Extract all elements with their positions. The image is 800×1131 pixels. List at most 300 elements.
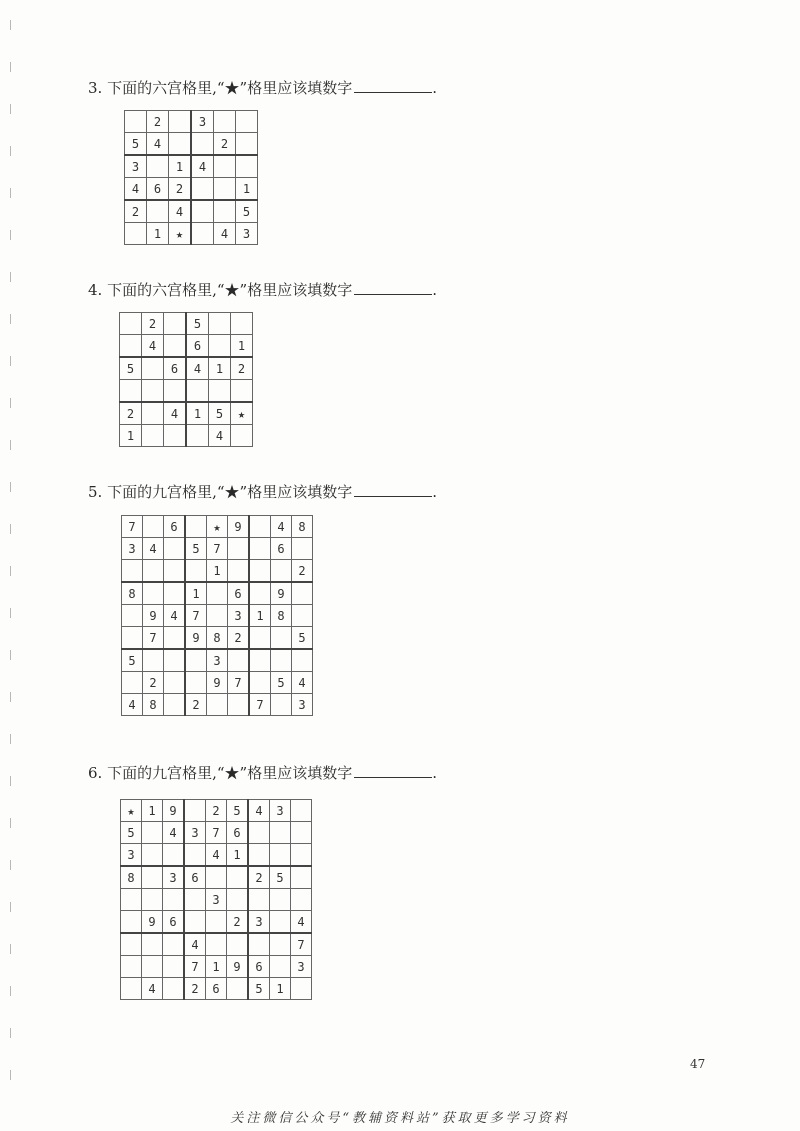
grid-cell: 2: [147, 111, 169, 133]
grid-cell: 5: [227, 800, 249, 822]
question-number: 3.: [88, 79, 103, 97]
grid-cell: [236, 111, 258, 133]
binding-tick: [10, 986, 11, 996]
grid-cell: [248, 889, 270, 911]
question-4: [88, 280, 437, 299]
grid-cell: 6: [248, 956, 270, 978]
grid-cell: [164, 335, 187, 358]
grid-cell: [228, 560, 250, 583]
grid-cell: [143, 649, 164, 672]
question-number: 6.: [88, 764, 103, 782]
grid-cell: [214, 200, 236, 223]
grid-cell: [227, 889, 249, 911]
grid-cell: [142, 380, 164, 403]
grid-cell: [206, 933, 227, 956]
grid-cell: [292, 538, 313, 560]
grid-cell: 3: [163, 866, 185, 889]
grid-row: [120, 380, 253, 403]
grid-cell: [291, 822, 312, 844]
grid-cell: 5: [236, 200, 258, 223]
grid-cell: [143, 582, 164, 605]
grid-row: [125, 133, 258, 156]
grid-cell: [122, 627, 143, 650]
grid-cell: 9: [163, 800, 185, 822]
question-6: [88, 763, 437, 782]
grid-cell: [214, 111, 236, 133]
grid-row: [120, 402, 253, 425]
grid-cell: [164, 649, 186, 672]
grid-cell: 3: [270, 800, 291, 822]
grid-cell: [248, 822, 270, 844]
grid-cell: [185, 560, 207, 583]
grid-cell: [291, 889, 312, 911]
grid-cell: 1: [185, 582, 207, 605]
grid-cell: 3: [228, 605, 250, 627]
grid-cell: [228, 649, 250, 672]
grid-cell: [271, 560, 292, 583]
binding-tick: [10, 356, 11, 366]
grid-cell: [270, 844, 291, 867]
grid-cell: [292, 605, 313, 627]
grid-cell: [120, 313, 142, 335]
grid-cell: [185, 672, 207, 694]
grid-row: [120, 313, 253, 335]
grid-cell: [142, 844, 163, 867]
grid-cell: [169, 111, 192, 133]
grid-cell: 5: [120, 357, 142, 380]
grid-cell: 8: [122, 582, 143, 605]
question-text: 下面的六宫格里,“★”格里应该填数字: [107, 79, 353, 97]
binding-tick: [10, 104, 11, 114]
grid-cell: [191, 200, 214, 223]
grid-cell: [248, 933, 270, 956]
grid-cell: 1: [270, 978, 291, 1000]
star-cell: ★: [231, 402, 253, 425]
grid-cell: [191, 133, 214, 156]
grid-cell: 5: [186, 313, 209, 335]
grid-cell: [164, 425, 187, 447]
grid-cell: [185, 649, 207, 672]
grid-cell: [125, 111, 147, 133]
grid-cell: 8: [271, 605, 292, 627]
sudoku-grid-6x6: [124, 110, 258, 245]
grid-cell: [207, 694, 228, 716]
grid-row: [122, 516, 313, 538]
grid-row: [121, 956, 312, 978]
grid-cell: 7: [228, 672, 250, 694]
grid-cell: [249, 582, 271, 605]
grid-cell: [164, 313, 187, 335]
grid-cell: 4: [271, 516, 292, 538]
grid-cell: 1: [207, 560, 228, 583]
grid-row: [121, 933, 312, 956]
binding-tick: [10, 314, 11, 324]
grid-cell: [231, 380, 253, 403]
grid-cell: [236, 155, 258, 178]
grid-cell: 9: [271, 582, 292, 605]
grid-cell: [209, 335, 231, 358]
binding-margin: [10, 20, 20, 1111]
grid-cell: [207, 582, 228, 605]
grid-cell: [185, 516, 207, 538]
grid-cell: 4: [209, 425, 231, 447]
binding-tick: [10, 272, 11, 282]
binding-tick: [10, 62, 11, 72]
grid-cell: [142, 889, 163, 911]
grid-cell: [121, 889, 142, 911]
answer-blank[interactable]: [354, 280, 432, 295]
grid-cell: 9: [228, 516, 250, 538]
grid-row: [125, 155, 258, 178]
grid-cell: 5: [292, 627, 313, 650]
grid-row: [122, 605, 313, 627]
grid-cell: [169, 133, 192, 156]
grid-cell: 3: [184, 822, 206, 844]
grid-cell: 3: [207, 649, 228, 672]
grid-cell: 3: [206, 889, 227, 911]
grid-cell: [214, 178, 236, 201]
grid-cell: [227, 978, 249, 1000]
grid-cell: [270, 911, 291, 934]
grid-cell: 4: [206, 844, 227, 867]
grid-cell: 6: [147, 178, 169, 201]
grid-cell: [248, 844, 270, 867]
grid-cell: 3: [122, 538, 143, 560]
binding-tick: [10, 440, 11, 450]
grid-cell: 4: [147, 133, 169, 156]
grid-cell: 8: [292, 516, 313, 538]
question-end: .: [432, 764, 437, 782]
grid-cell: 2: [142, 313, 164, 335]
grid-cell: [249, 560, 271, 583]
grid-cell: 5: [121, 822, 142, 844]
grid-cell: [249, 627, 271, 650]
binding-tick: [10, 1028, 11, 1038]
answer-blank[interactable]: [354, 482, 432, 497]
grid-cell: 3: [121, 844, 142, 867]
question-number: 4.: [88, 281, 103, 299]
grid-cell: 2: [214, 133, 236, 156]
grid-cell: 4: [184, 933, 206, 956]
grid-cell: [122, 605, 143, 627]
grid-cell: 9: [142, 911, 163, 934]
grid-row: [121, 978, 312, 1000]
grid-cell: 9: [207, 672, 228, 694]
grid-cell: 4: [164, 605, 186, 627]
grid-cell: [270, 956, 291, 978]
grid-cell: [249, 516, 271, 538]
grid-cell: 4: [169, 200, 192, 223]
sudoku-grid-9x9: [120, 799, 312, 1000]
binding-tick: [10, 398, 11, 408]
grid-cell: [209, 380, 231, 403]
grid-cell: [164, 560, 186, 583]
grid-row: [120, 335, 253, 358]
grid-cell: 5: [271, 672, 292, 694]
grid-row: [121, 889, 312, 911]
grid-cell: [291, 844, 312, 867]
grid-cell: 9: [185, 627, 207, 650]
grid-cell: 2: [143, 672, 164, 694]
grid-cell: [271, 627, 292, 650]
binding-tick: [10, 188, 11, 198]
grid-cell: [121, 933, 142, 956]
question-number: 5.: [88, 483, 103, 501]
binding-tick: [10, 566, 11, 576]
grid-cell: 4: [125, 178, 147, 201]
grid-cell: 2: [184, 978, 206, 1000]
grid-row: [125, 223, 258, 245]
grid-cell: 1: [142, 800, 163, 822]
grid-cell: 2: [125, 200, 147, 223]
grid-cell: 7: [206, 822, 227, 844]
grid-cell: [164, 694, 186, 716]
grid-cell: [228, 694, 250, 716]
grid-cell: [214, 155, 236, 178]
grid-cell: 2: [206, 800, 227, 822]
grid-cell: 4: [291, 911, 312, 934]
grid-row: [122, 560, 313, 583]
grid-cell: 2: [231, 357, 253, 380]
question-text: 下面的六宫格里,“★”格里应该填数字: [107, 281, 353, 299]
grid-cell: [163, 933, 185, 956]
grid-cell: [121, 911, 142, 934]
grid-cell: 6: [164, 516, 186, 538]
grid-cell: 4: [214, 223, 236, 245]
grid-row: [122, 627, 313, 650]
binding-tick: [10, 902, 11, 912]
grid-cell: 3: [236, 223, 258, 245]
binding-tick: [10, 650, 11, 660]
grid-row: [125, 111, 258, 133]
binding-tick: [10, 1070, 11, 1080]
answer-blank[interactable]: [354, 78, 432, 93]
grid-cell: 2: [228, 627, 250, 650]
grid-cell: 7: [249, 694, 271, 716]
grid-row: [120, 357, 253, 380]
grid-cell: 6: [206, 978, 227, 1000]
star-cell: ★: [121, 800, 142, 822]
grid-cell: 5: [122, 649, 143, 672]
grid-cell: [207, 605, 228, 627]
binding-tick: [10, 692, 11, 702]
grid-cell: [120, 380, 142, 403]
grid-cell: [142, 402, 164, 425]
grid-cell: 5: [125, 133, 147, 156]
sudoku-grid-6x6: [119, 312, 253, 447]
grid-cell: [291, 866, 312, 889]
grid-cell: [228, 538, 250, 560]
grid-cell: 5: [270, 866, 291, 889]
grid-cell: 1: [120, 425, 142, 447]
grid-cell: [209, 313, 231, 335]
grid-cell: [142, 933, 163, 956]
grid-cell: 9: [143, 605, 164, 627]
grid-cell: 1: [147, 223, 169, 245]
binding-tick: [10, 944, 11, 954]
grid-cell: 5: [209, 402, 231, 425]
grid-cell: [271, 649, 292, 672]
grid-cell: [122, 560, 143, 583]
grid-cell: [270, 933, 291, 956]
grid-cell: 4: [164, 402, 187, 425]
question-end: .: [432, 483, 437, 501]
grid-cell: 1: [227, 844, 249, 867]
grid-cell: 6: [271, 538, 292, 560]
binding-tick: [10, 482, 11, 492]
grid-cell: [191, 178, 214, 201]
grid-row: [122, 694, 313, 716]
grid-cell: [164, 627, 186, 650]
grid-cell: 4: [122, 694, 143, 716]
grid-cell: [147, 200, 169, 223]
grid-cell: 1: [249, 605, 271, 627]
grid-cell: [142, 822, 163, 844]
grid-cell: 7: [122, 516, 143, 538]
binding-tick: [10, 734, 11, 744]
grid-cell: [231, 425, 253, 447]
grid-cell: 7: [185, 605, 207, 627]
binding-tick: [10, 146, 11, 156]
grid-cell: [122, 672, 143, 694]
grid-cell: [164, 672, 186, 694]
grid-cell: 6: [227, 822, 249, 844]
grid-cell: 6: [228, 582, 250, 605]
grid-row: [121, 866, 312, 889]
grid-cell: [184, 889, 206, 911]
grid-row: [122, 672, 313, 694]
grid-cell: [142, 357, 164, 380]
grid-cell: 7: [184, 956, 206, 978]
grid-cell: 4: [143, 538, 164, 560]
grid-cell: 2: [169, 178, 192, 201]
grid-cell: [227, 933, 249, 956]
question-end: .: [432, 79, 437, 97]
grid-cell: 1: [209, 357, 231, 380]
grid-cell: [163, 889, 185, 911]
grid-cell: 8: [143, 694, 164, 716]
grid-cell: 2: [185, 694, 207, 716]
grid-cell: 6: [186, 335, 209, 358]
grid-cell: [163, 844, 185, 867]
grid-cell: [164, 380, 187, 403]
footer-note: 关注微信公众号“教辅资料站”获取更多学习资料: [230, 1111, 570, 1126]
grid-cell: 3: [125, 155, 147, 178]
star-cell: ★: [169, 223, 192, 245]
grid-cell: 2: [248, 866, 270, 889]
grid-cell: 4: [292, 672, 313, 694]
grid-cell: [143, 516, 164, 538]
grid-cell: [184, 844, 206, 867]
grid-row: [122, 582, 313, 605]
question-5: [88, 482, 437, 501]
grid-cell: 2: [292, 560, 313, 583]
grid-cell: [121, 978, 142, 1000]
grid-row: [121, 844, 312, 867]
sudoku-grid-9x9: [121, 515, 313, 716]
grid-cell: [163, 956, 185, 978]
grid-cell: [292, 582, 313, 605]
grid-cell: 1: [236, 178, 258, 201]
grid-cell: 3: [248, 911, 270, 934]
page-number: 47: [690, 1057, 706, 1071]
grid-cell: [164, 582, 186, 605]
grid-row: [120, 425, 253, 447]
grid-cell: 4: [191, 155, 214, 178]
grid-cell: [291, 800, 312, 822]
grid-row: [121, 822, 312, 844]
grid-cell: [292, 649, 313, 672]
grid-cell: [142, 956, 163, 978]
grid-cell: [227, 866, 249, 889]
question-end: .: [432, 281, 437, 299]
grid-cell: [142, 866, 163, 889]
grid-cell: 4: [142, 335, 164, 358]
grid-cell: 7: [207, 538, 228, 560]
grid-row: [122, 649, 313, 672]
grid-cell: 3: [292, 694, 313, 716]
answer-blank[interactable]: [354, 763, 432, 778]
grid-cell: [142, 425, 164, 447]
grid-cell: [270, 889, 291, 911]
question-text: 下面的九宫格里,“★”格里应该填数字: [107, 764, 353, 782]
binding-tick: [10, 524, 11, 534]
binding-tick: [10, 776, 11, 786]
grid-cell: 5: [185, 538, 207, 560]
grid-cell: [186, 425, 209, 447]
grid-row: [125, 178, 258, 201]
question-text: 下面的九宫格里,“★”格里应该填数字: [107, 483, 353, 501]
grid-cell: 4: [186, 357, 209, 380]
grid-cell: [231, 313, 253, 335]
grid-cell: 1: [186, 402, 209, 425]
grid-cell: [249, 538, 271, 560]
grid-row: [122, 538, 313, 560]
grid-cell: 2: [227, 911, 249, 934]
grid-cell: [206, 866, 227, 889]
grid-cell: 9: [227, 956, 249, 978]
binding-tick: [10, 860, 11, 870]
grid-cell: [191, 223, 214, 245]
grid-cell: 7: [291, 933, 312, 956]
grid-cell: [125, 223, 147, 245]
grid-cell: 1: [169, 155, 192, 178]
grid-cell: [164, 538, 186, 560]
grid-cell: 4: [248, 800, 270, 822]
grid-cell: 8: [207, 627, 228, 650]
grid-row: [121, 911, 312, 934]
grid-cell: [236, 133, 258, 156]
grid-cell: [184, 800, 206, 822]
grid-cell: 6: [164, 357, 187, 380]
grid-cell: [270, 822, 291, 844]
star-cell: ★: [207, 516, 228, 538]
grid-cell: [163, 978, 185, 1000]
grid-cell: 6: [163, 911, 185, 934]
grid-cell: 2: [120, 402, 142, 425]
question-3: [88, 78, 437, 97]
grid-cell: 3: [191, 111, 214, 133]
binding-tick: [10, 608, 11, 618]
grid-cell: [143, 560, 164, 583]
grid-cell: 8: [121, 866, 142, 889]
grid-cell: [249, 672, 271, 694]
grid-cell: 3: [291, 956, 312, 978]
binding-tick: [10, 818, 11, 828]
grid-cell: 4: [163, 822, 185, 844]
grid-cell: [184, 911, 206, 934]
grid-cell: [271, 694, 292, 716]
